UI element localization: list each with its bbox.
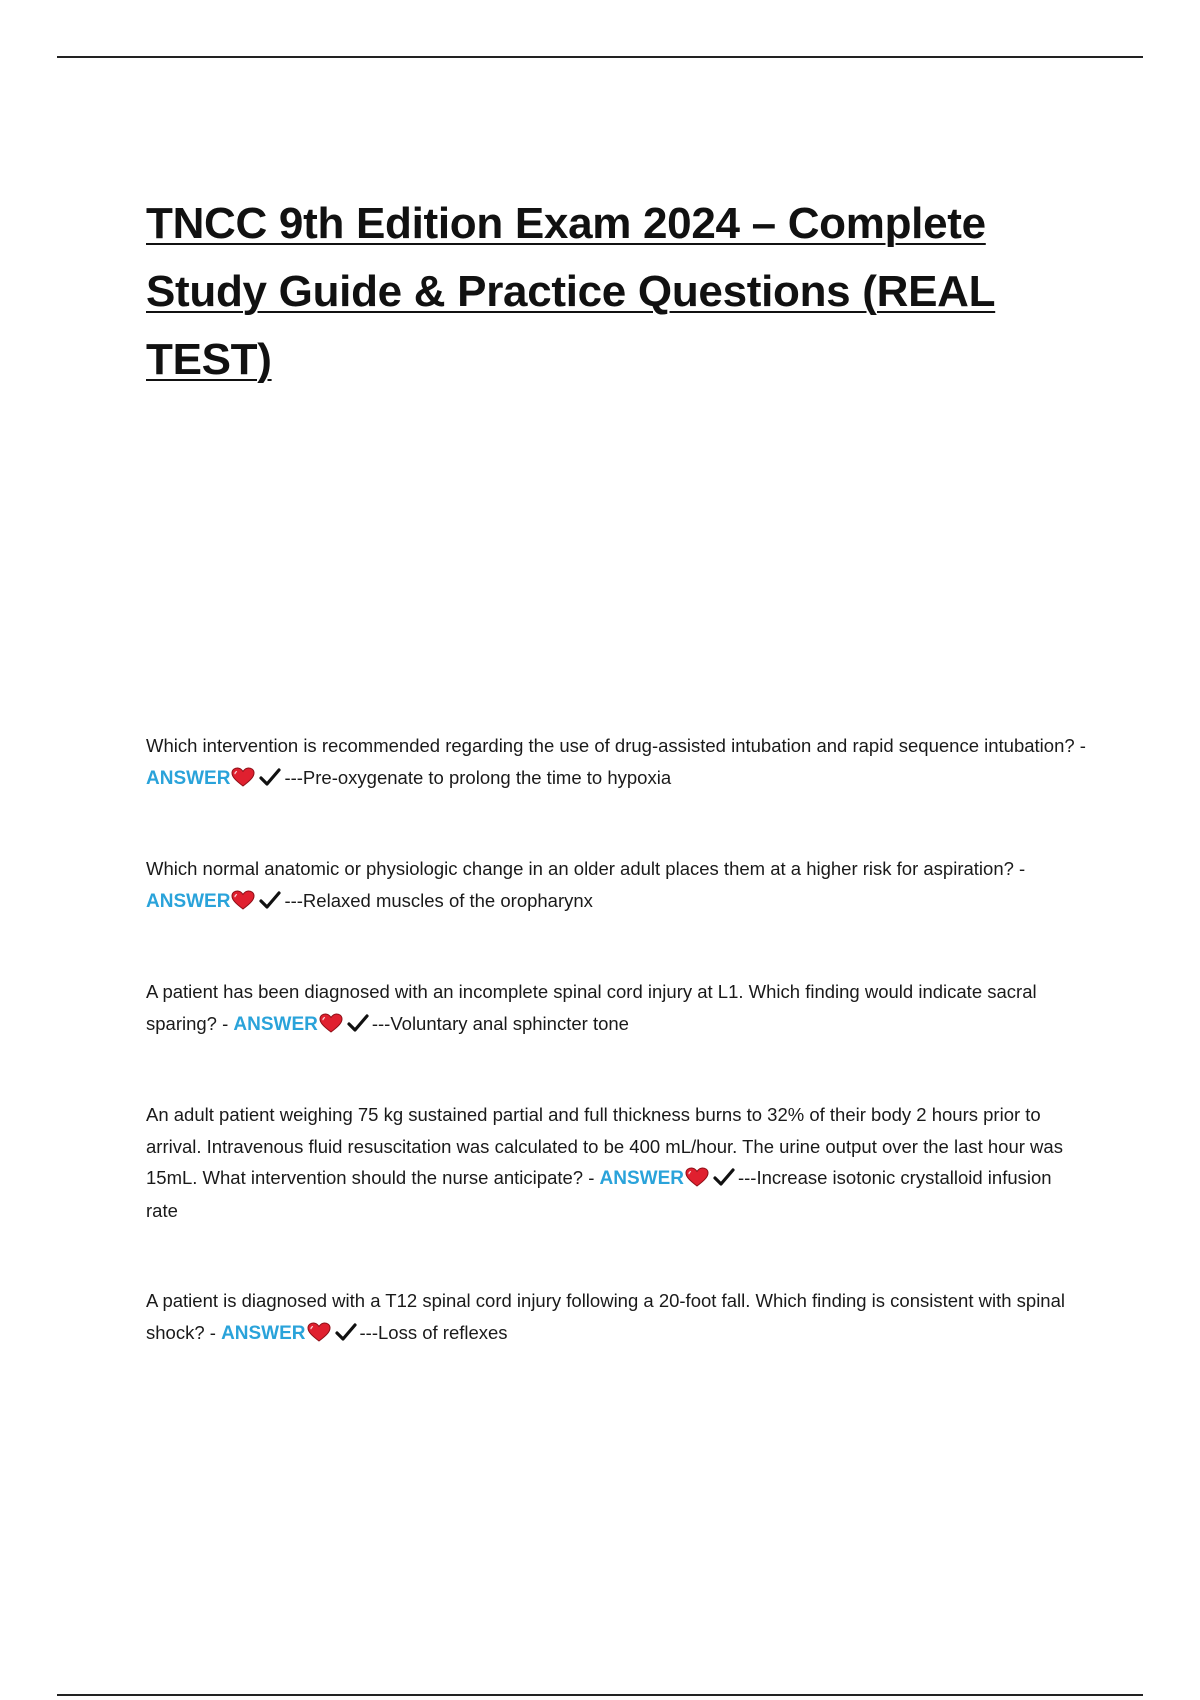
heart-icon	[231, 767, 255, 787]
answer-text: ---Voluntary anal sphincter tone	[371, 1012, 629, 1034]
page-title: TNCC 9th Edition Exam 2024 – Complete Study Guide & Practice Questions (REAL TEST)	[146, 199, 996, 384]
heart-icon	[319, 1013, 343, 1033]
question-list	[146, 730, 1086, 1408]
check-icon	[259, 891, 281, 909]
check-icon	[713, 1168, 735, 1186]
question-item-3	[146, 976, 1086, 1040]
question-text: A patient has been diagnosed with an incomplete spinal cord injury at L1. Which finding would indicate sacral sparing? -	[146, 981, 1037, 1034]
heart-icon	[307, 1322, 331, 1342]
answer-text: ---Loss of reflexes	[359, 1321, 508, 1343]
question-text: Which normal anatomic or physiologic change in an older adult places them at a higher risk for aspiration? -	[146, 858, 1026, 879]
check-icon	[347, 1014, 369, 1032]
check-icon	[259, 768, 281, 786]
question-item-4	[146, 1099, 1086, 1226]
question-text: An adult patient weighing 75 kg sustained partial and full thickness burns to 32% of their body 2 hours prior to arrival. Intravenous fluid resuscitation was calculated to be 400 mL/hour. The urine output over the last hour was 15mL. What intervention should the nurse anticipate? -	[146, 1104, 1063, 1188]
question-text: Which intervention is recommended regarding the use of drug-assisted intubation and rapid sequence intubation? -	[146, 735, 1086, 756]
answer-label: ANSWER	[221, 1322, 306, 1344]
answer-label: ANSWER	[146, 890, 231, 912]
answer-text: ---Relaxed muscles of the oropharynx	[284, 889, 593, 911]
answer-text: ---Pre-oxygenate to prolong the time to hypoxia	[284, 766, 672, 788]
answer-label: ANSWER	[599, 1168, 684, 1189]
question-item-2	[146, 853, 1086, 917]
question-item-1	[146, 730, 1086, 794]
bottom-divider	[57, 1694, 1143, 1696]
answer-label: ANSWER	[146, 767, 231, 789]
question-text: A patient is diagnosed with a T12 spinal cord injury following a 20-foot fall. Which finding is consistent with spinal shock? -	[146, 1290, 1065, 1343]
answer-label: ANSWER	[233, 1013, 318, 1035]
heart-icon	[231, 890, 255, 910]
top-divider	[57, 56, 1143, 58]
heart-icon	[685, 1167, 709, 1187]
question-item-5	[146, 1285, 1086, 1349]
check-icon	[335, 1323, 357, 1341]
answer-text: ---Increase isotonic crystalloid infusion rate	[146, 1167, 1052, 1221]
